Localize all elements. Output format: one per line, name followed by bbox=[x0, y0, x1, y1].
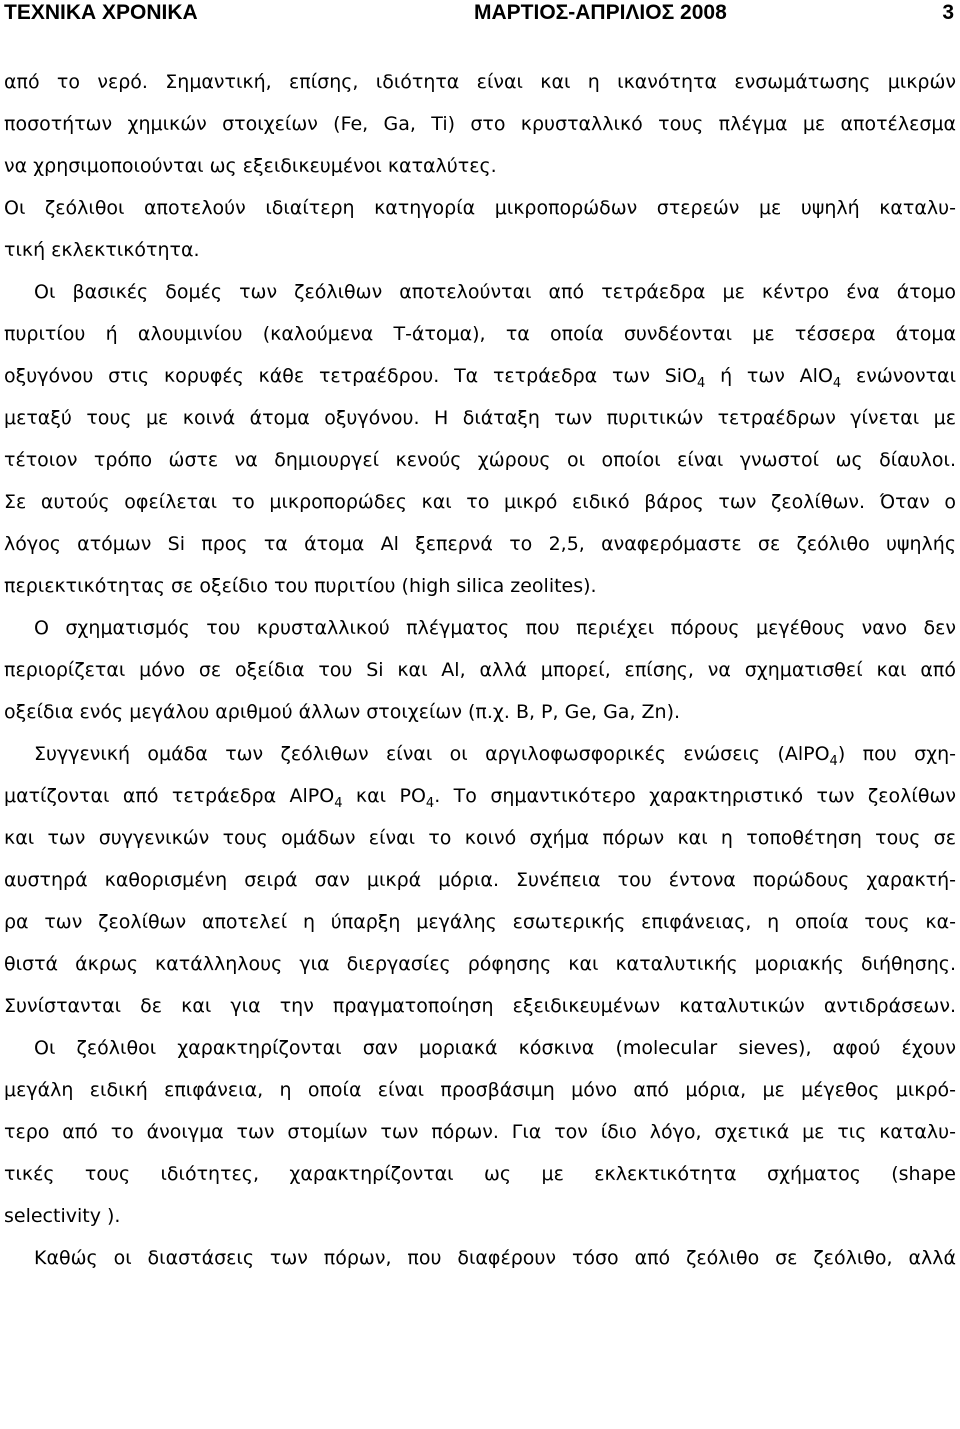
text-line: και των συγγενικών τους ομάδων είναι το κοινό σχήμα πόρων και η τοποθέτηση τους σε bbox=[4, 827, 956, 849]
text-line: πυριτίου ή αλουμινίου (καλούμενα Τ-άτομα), τα οποία συνδέονται με τέσσερα άτομα bbox=[4, 323, 956, 345]
text-line: Οι βασικές δομές των ζεόλιθων αποτελούνται από τετράεδρα με κέντρο ένα άτομο bbox=[34, 281, 956, 303]
text-line-with-formulas: ματίζονται από τετράεδρα AlPO$_4$ και $PO_4$. Το σημαντικότερο χαρακτηριστικό των ζεολίθων bbox=[4, 785, 956, 811]
text-line: λόγος ατόμων Si προς τα άτομα Al ξεπερνά το 2,5, αναφερόμαστε σε ζεόλιθο υψηλής bbox=[4, 533, 956, 555]
text-line: Καθώς οι διαστάσεις των πόρων, που διαφέρουν τόσο από ζεόλιθο σε ζεόλιθο, αλλά bbox=[34, 1247, 956, 1269]
text-line: τικές τους ιδιότητες, χαρακτηρίζονται ως με εκλεκτικότητα σχήματος (shape bbox=[4, 1163, 956, 1185]
text-line-with-formulas: οξυγόνου στις κορυφές κάθε τετραέδρου. Τα τετράεδρα των SiO$_4$ ή των AlO$_4$ ενώνονται bbox=[4, 365, 956, 391]
text-line: αυστηρά καθορισμένη σειρά σαν μικρά μόρια. Συνέπεια του έντονα πορώδους χαρακτή- bbox=[4, 869, 956, 891]
text-line: selectivity ). bbox=[4, 1205, 121, 1227]
text-line: τέτοιον τρόπο ώστε να δημιουργεί κενούς χώρους οι οποίοι είναι γνωστοί ως δίαυλοι. bbox=[4, 449, 956, 471]
text-line: ποσοτήτων χημικών στοιχείων (Fe, Ga, Ti) στο κρυσταλλικό τους πλέγμα με αποτέλεσμα bbox=[4, 113, 956, 135]
article-body bbox=[4, 61, 956, 1279]
text-line: τική εκλεκτικότητα. bbox=[4, 239, 200, 261]
running-header bbox=[4, 0, 954, 26]
text-line: περιεκτικότητας σε οξείδιο του πυριτίου (high silica zeolites). bbox=[4, 575, 597, 597]
text-line-with-formulas: Συγγενική ομάδα των ζεόλιθων είναι οι αργιλοφωσφορικές ενώσεις (AlPO$_4$) που σχη- bbox=[34, 743, 956, 769]
text-line: περιορίζεται μόνο σε οξείδια του Si και Al, αλλά μπορεί, επίσης, να σχηματισθεί και από bbox=[4, 659, 956, 681]
issue-date: ΜΑΡΤΙΟΣ-ΑΠΡΙΛΙΟΣ 2008 bbox=[474, 1, 727, 24]
text-line: μεγάλη ειδική επιφάνεια, η οποία είναι προσβάσιμη μόνο από μόρια, με μέγεθος μικρό- bbox=[4, 1079, 956, 1101]
text-line: να χρησιμοποιούνται ως εξειδικευμένοι καταλύτες. bbox=[4, 155, 497, 177]
text-line: Οι ζεόλιθοι χαρακτηρίζονται σαν μοριακά κόσκινα (molecular sieves), αφού έχουν bbox=[34, 1037, 956, 1059]
page-number: 3 bbox=[942, 1, 954, 24]
text-line: Συνίστανται δε και για την πραγματοποίηση εξειδικευμένων καταλυτικών αντιδράσεων. bbox=[4, 995, 956, 1017]
text-line: ρα των ζεολίθων αποτελεί η ύπαρξη μεγάλης εσωτερικής επιφάνειας, η οποία τους κα- bbox=[4, 911, 956, 933]
text-line: Ο σχηματισμός του κρυσταλλικού πλέγματος που περιέχει πόρους μεγέθους νανο δεν bbox=[34, 617, 956, 639]
text-line: Οι ζεόλιθοι αποτελούν ιδιαίτερη κατηγορία μικροπορώδων στερεών με υψηλή καταλυ- bbox=[4, 197, 956, 219]
journal-title: ΤΕΧΝΙΚΑ ΧΡΟΝΙΚΑ bbox=[4, 1, 198, 24]
text-line: οξείδια ενός μεγάλου αριθμού άλλων στοιχείων (π.χ. B, P, Ge, Ga, Zn). bbox=[4, 701, 681, 723]
text-line: θιστά άκρως κατάλληλους για διεργασίες ρόφησης και καταλυτικής μοριακής διήθησης. bbox=[4, 953, 956, 975]
text-line: Σε αυτούς οφείλεται το μικροπορώδες και το μικρό ειδικό βάρος των ζεολίθων. Όταν ο bbox=[4, 491, 956, 513]
text-line: από το νερό. Σημαντική, επίσης, ιδιότητα είναι και η ικανότητα ενσωμάτωσης μικρών bbox=[4, 71, 956, 93]
text-line: τερο από το άνοιγμα των στομίων των πόρων. Για τον ίδιο λόγο, σχετικά με τις καταλυ- bbox=[4, 1121, 956, 1143]
text-line: μεταξύ τους με κοινά άτομα οξυγόνου. Η διάταξη των πυριτικών τετραέδρων γίνεται με bbox=[4, 407, 956, 429]
